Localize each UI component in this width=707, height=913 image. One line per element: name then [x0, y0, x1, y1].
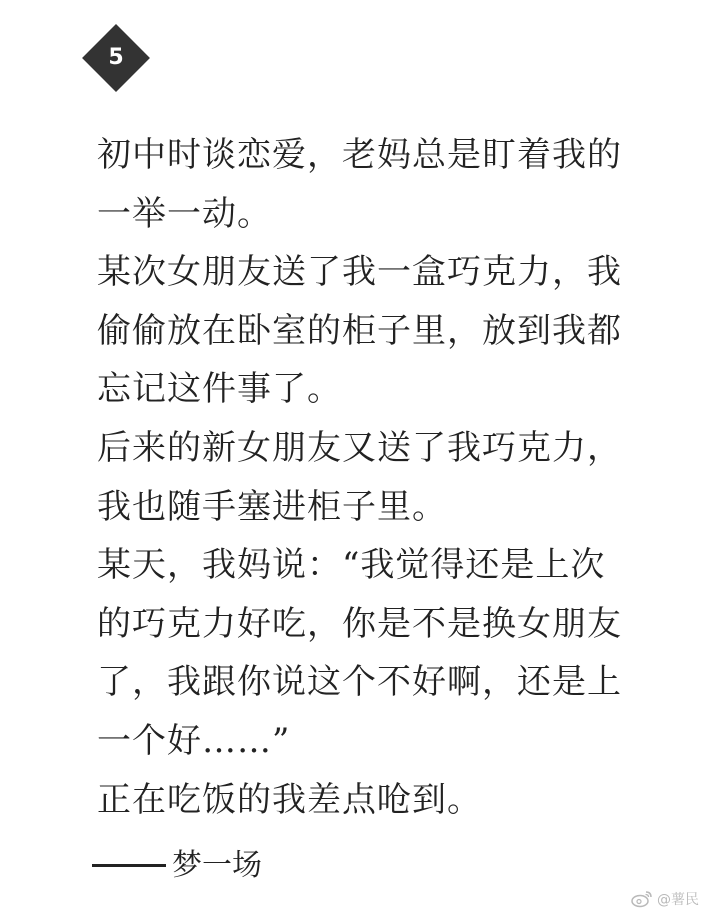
story-line: 初中时谈恋爱，老妈总是盯着我的 [97, 135, 622, 175]
story-line: 一个好……” [97, 720, 291, 761]
watermark [631, 889, 699, 909]
story-line: 我也随手塞进柜子里。 [97, 486, 447, 527]
story-line: 偷偷放在卧室的柜子里，放到我都 [97, 310, 622, 351]
story-line: 某天，我妈说：“我觉得还是上次 [97, 545, 606, 586]
story-text [97, 126, 622, 829]
weibo-icon [631, 890, 653, 908]
em-dash-line [92, 864, 166, 867]
story-line: 后来的新女朋友又送了我巧克力， [97, 427, 622, 468]
story-line: 了，我跟你说这个不好啊，还是上 [97, 662, 622, 703]
story-line: 忘记这件事了。 [97, 369, 342, 410]
number-badge [82, 24, 150, 92]
story-line: 正在吃饭的我差点呛到。 [97, 779, 482, 820]
story-line: 的巧克力好吃，你是不是换女朋友 [97, 603, 622, 644]
author-name: 梦一场 [172, 848, 262, 883]
badge-number: 5 [108, 45, 124, 70]
story-line: 一举一动。 [97, 193, 272, 234]
watermark-text: @薯民 [657, 892, 699, 908]
story-line: 某次女朋友送了我一盒巧克力，我 [97, 252, 622, 293]
author-signature [92, 838, 262, 894]
